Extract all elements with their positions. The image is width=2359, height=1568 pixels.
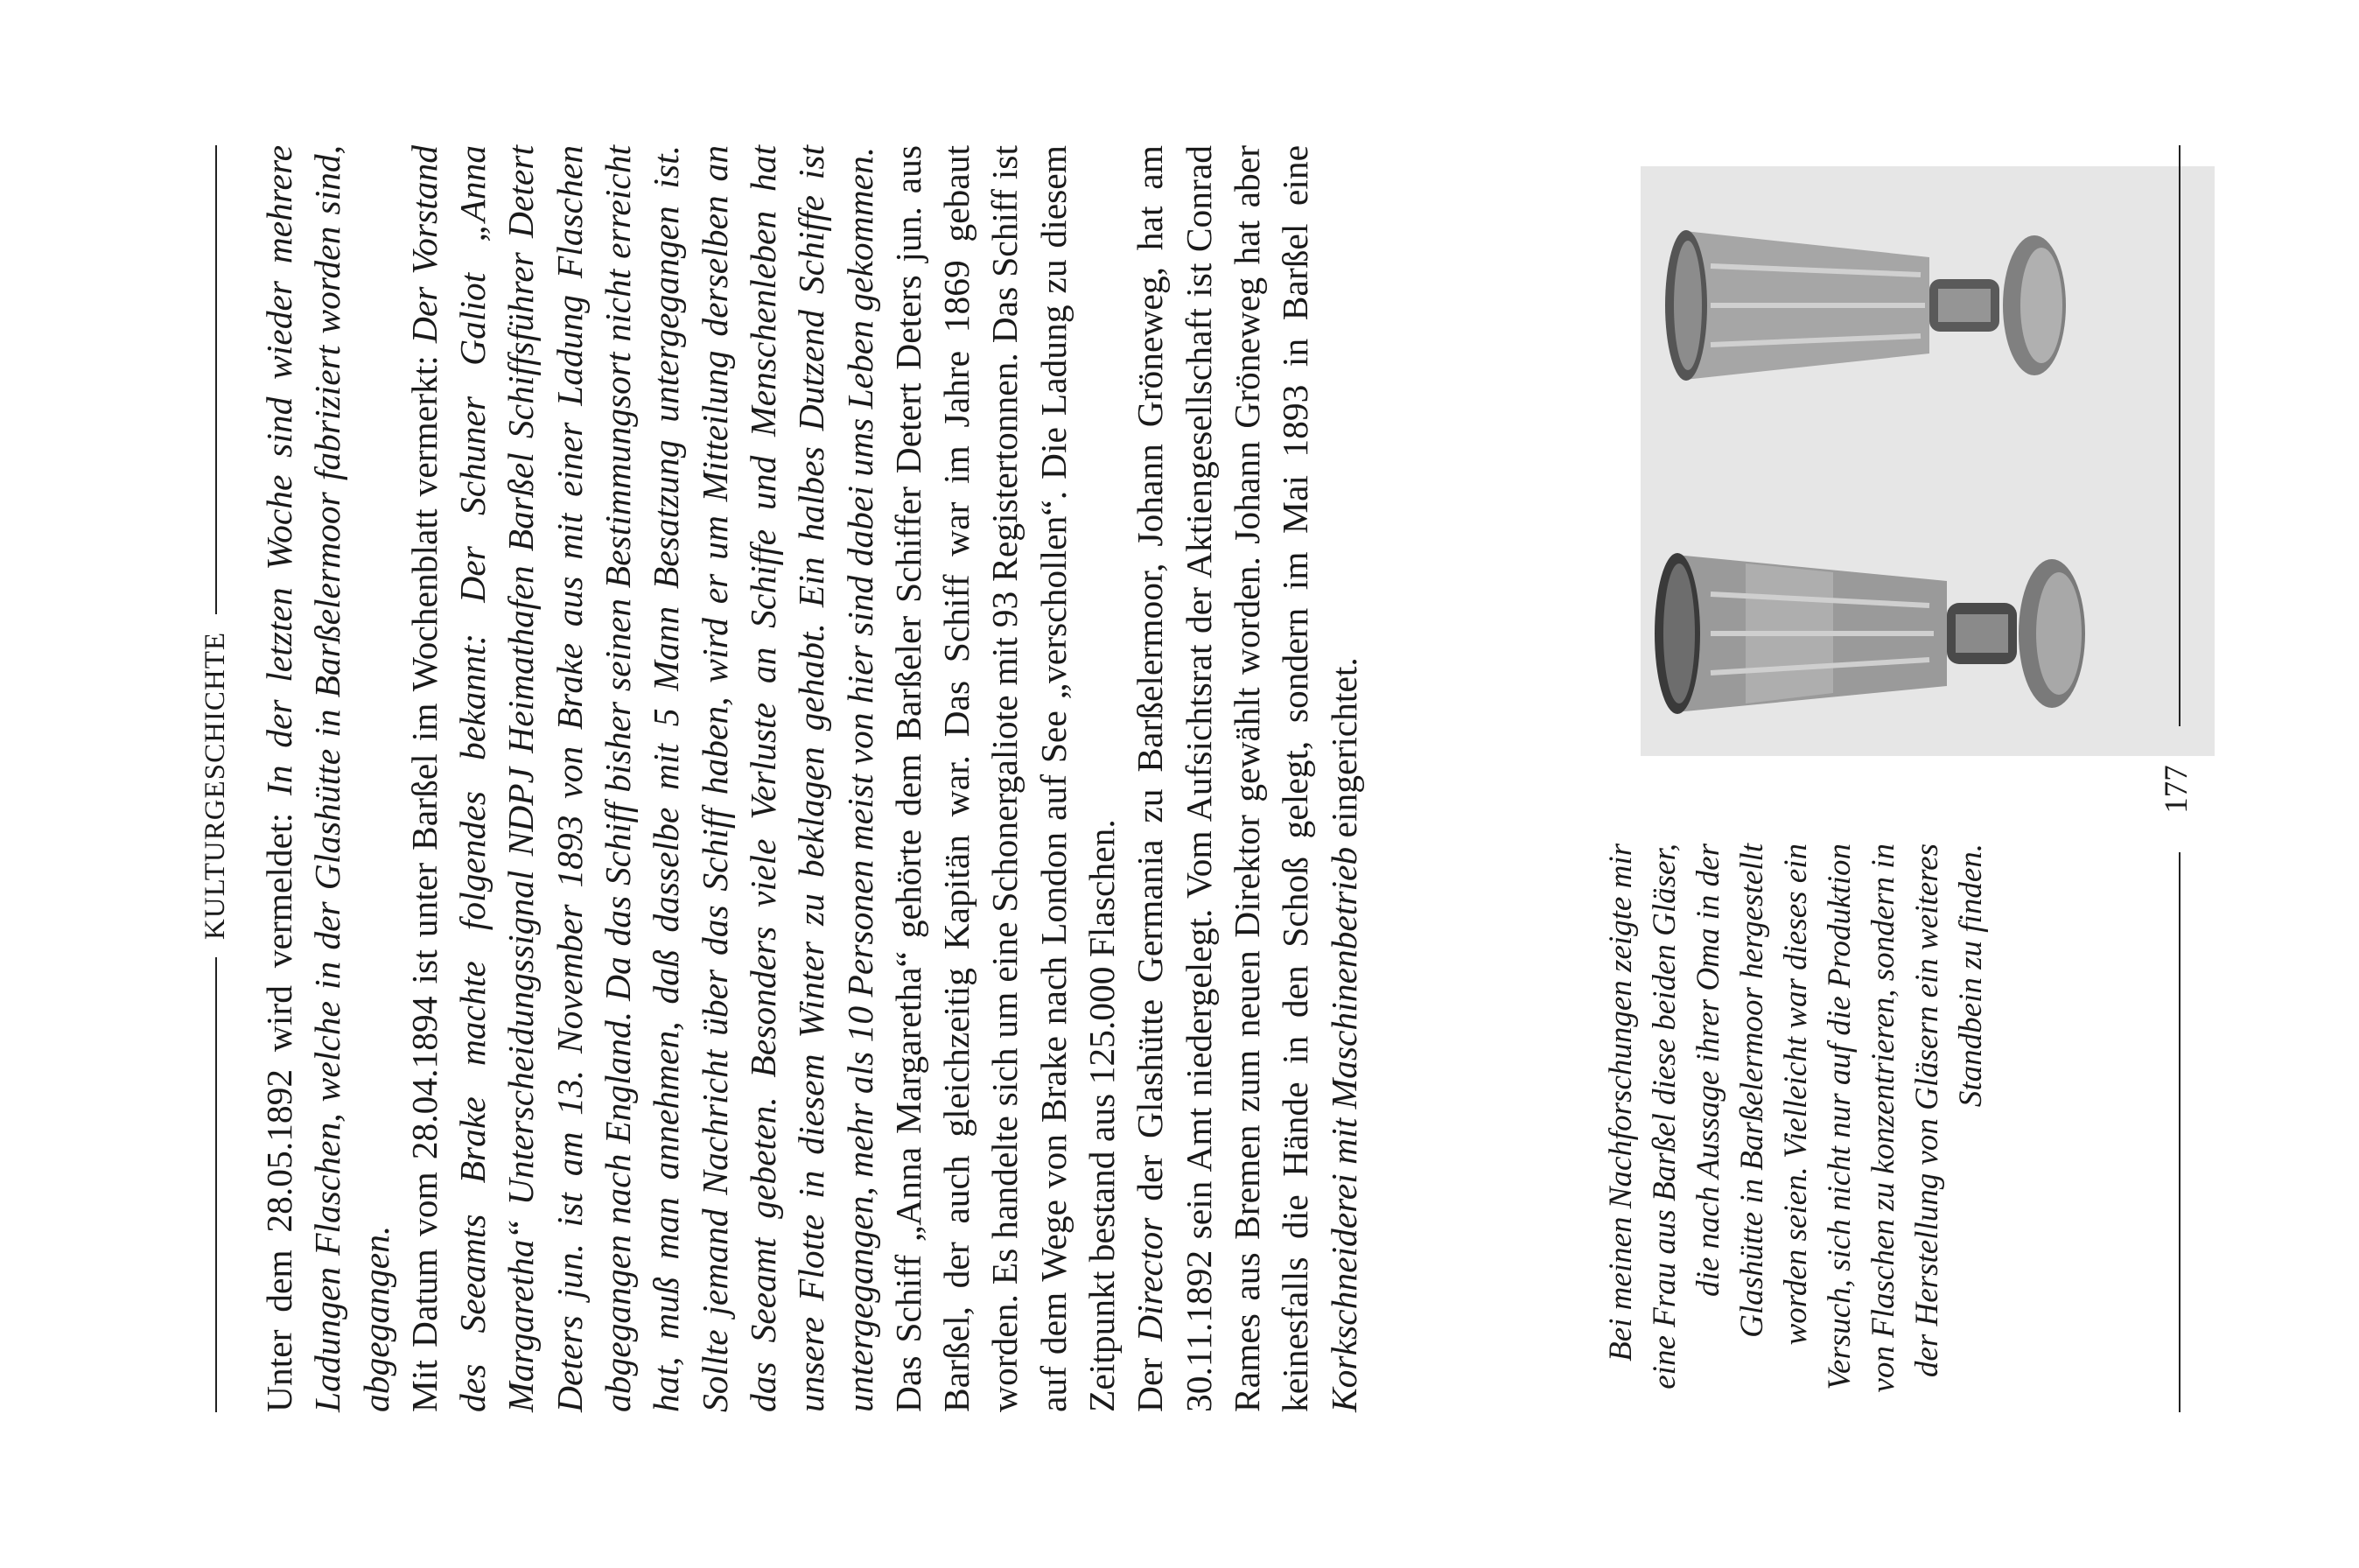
paragraph-1-lead: Unter dem 28.05.1892 wird vermeldet: <box>259 795 299 1412</box>
paragraph-3 <box>885 145 1126 1412</box>
footer-rule-right <box>2179 145 2180 726</box>
photo-caption: Bei meinen Nachforschungen zeigte mir eine Frau aus Barßel diese beiden Gläser, die nach Aussage ihrer Oma in der Glashütte in Barßelermoor hergestellt worden seien. Vielleicht war dieses ein Versuch, sich nicht nur auf die Produktion von Flaschen zu konzentrieren, sondern in der Herstellung von Gläsern ein weiteres Standbein zu finden. <box>1603 844 1989 1393</box>
footer-rule-left <box>2179 852 2180 1412</box>
paragraph-1-quote: In der letzten Woche sind wieder mehrere Ladungen Flaschen, welche in der Glashütte in Barßelermoor fabriziert worden sind, abgegangen. <box>259 145 396 1412</box>
paragraph-2-quote: Der Vorstand des Seeamts Brake machte folgendes bekannt: Der Schuner Galiot „Anna Margaretha“ Unterscheidungssignal NDPJ Heimathafen Barßel Schiffsführer Detert Deters jun. ist am 13. November 1893 von Brake aus mit einer Ladung Flaschen abgegangen nach England. Da das Schiff bisher seinen Bestimmungsort nicht erreicht hat, muß man annehmen, daß dasselbe mit 5 Mann Besatzung untergegangen ist. Sollte jemand Nachricht über das Schiff haben, wird er um Mitteilung derselben an das Seeamt gebeten. Besonders viele Verluste an Schiffe und Menschenleben hat unsere Flotte in diesem Winter zu beklagen gehabt. Ein halbes Dutzend Schiffe ist untergegangen, mehr als 10 Personen meist von hier sind dabei ums Leben gekommen. <box>403 145 880 1412</box>
paragraph-1 <box>256 145 401 1412</box>
paragraph-2 <box>401 145 885 1412</box>
paragraph-4-director: Director <box>1130 1217 1171 1341</box>
paragraph-2-lead: Mit Datum vom 28.04.1894 ist unter Barßel im Wochenblatt vermerkt: <box>403 343 444 1412</box>
two-glasses-image <box>1641 166 2215 756</box>
header-rule-left <box>215 957 217 1412</box>
running-header: KULTURGESCHICHTE <box>200 631 231 941</box>
body-text <box>256 145 1368 1412</box>
paragraph-4 <box>1126 145 1368 1412</box>
paragraph-4-korkschneiderei: Korkschneiderei mit Maschinenbetrieb <box>1323 846 1364 1412</box>
paragraph-4-text: der Glashütte Germania zu Barßelermoor, Johann Gröneweg, hat am 30.11.1892 sein Amt niedergelegt. Vom Aufsichtsrat der Aktiengesellschaft ist Conrad Rames aus Bremen zum neuen Direktor gewählt worden. Johann Gröneweg hat aber keinesfalls die Hände in den Schoß gelegt, sondern im Mai 1893 in Barßel eine <box>1130 145 1316 1412</box>
glasses-photo <box>1641 166 2215 756</box>
paragraph-3-text: Das Schiff „Anna Margaretha“ gehörte dem Barßeler Schiffer Detert Deters jun. aus Barßel, der auch gleichzeitig Kapitän war. Das Schiff war im Jahre 1869 gebaut worden. Es handelte sich um eine Schonergaliote mit 93 Registertonnen. Das Schiff ist auf dem Wege von Brake nach London auf See „verschollen“. Die Ladung zu diesem Zeitpunkt bestand aus 125.000 Flaschen. <box>887 145 1123 1412</box>
paragraph-4-lead: Der <box>1130 1340 1171 1412</box>
paragraph-4-end: eingerichtet. <box>1323 657 1364 847</box>
header-rule-right <box>215 145 217 614</box>
page-number: 177 <box>2159 765 2194 814</box>
